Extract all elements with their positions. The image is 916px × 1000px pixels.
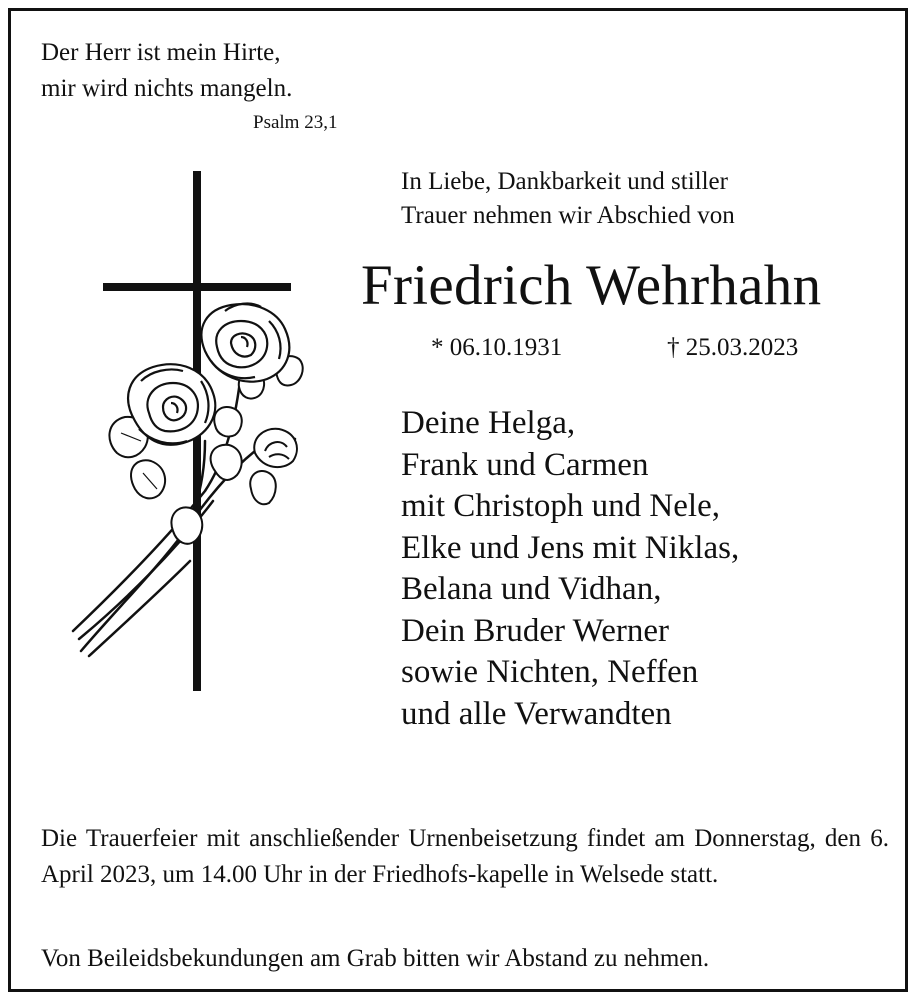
- mourner-line: sowie Nichten, Neffen: [401, 654, 699, 690]
- deceased-name: Friedrich Wehrhahn: [361, 254, 822, 317]
- psalm-quote: [41, 35, 292, 107]
- psalm-line: mir wird nichts mangeln.: [41, 75, 293, 102]
- psalm-line: Der Herr ist mein Hirte,: [41, 39, 281, 66]
- mourners-list: [401, 403, 739, 735]
- intro-line: In Liebe, Dankbarkeit und stiller: [401, 168, 728, 195]
- mourner-line: Deine Helga,: [401, 405, 576, 441]
- psalm-reference: Psalm 23,1: [253, 112, 338, 133]
- mourner-line: Dein Bruder Werner: [401, 612, 669, 649]
- obituary-frame: [8, 8, 908, 992]
- intro-line: Trauer nehmen wir Abschied von: [401, 202, 735, 229]
- mourner-line: Frank und Carmen: [401, 446, 649, 483]
- mourner-line: und alle Verwandten: [401, 695, 672, 732]
- mourner-line: Belana und Vidhan,: [401, 571, 662, 607]
- cross-with-roses-icon: [55, 171, 305, 691]
- mourner-line: Elke und Jens mit Niklas,: [401, 529, 740, 566]
- ceremony-notice: Die Trauerfeier mit anschließender Urnenbeisetzung findet am Donnerstag, den 6. April 2023, um 14.00 Uhr in der Friedhofs-kapelle in Welsede statt.: [41, 825, 889, 888]
- intro-text: [401, 165, 735, 233]
- mourner-line: mit Christoph und Nele,: [401, 488, 720, 524]
- condolence-request: Von Beileidsbekundungen am Grab bitten wir Abstand zu nehmen.: [41, 945, 710, 972]
- death-date: † 25.03.2023: [667, 334, 799, 361]
- birth-date: * 06.10.1931: [431, 334, 563, 361]
